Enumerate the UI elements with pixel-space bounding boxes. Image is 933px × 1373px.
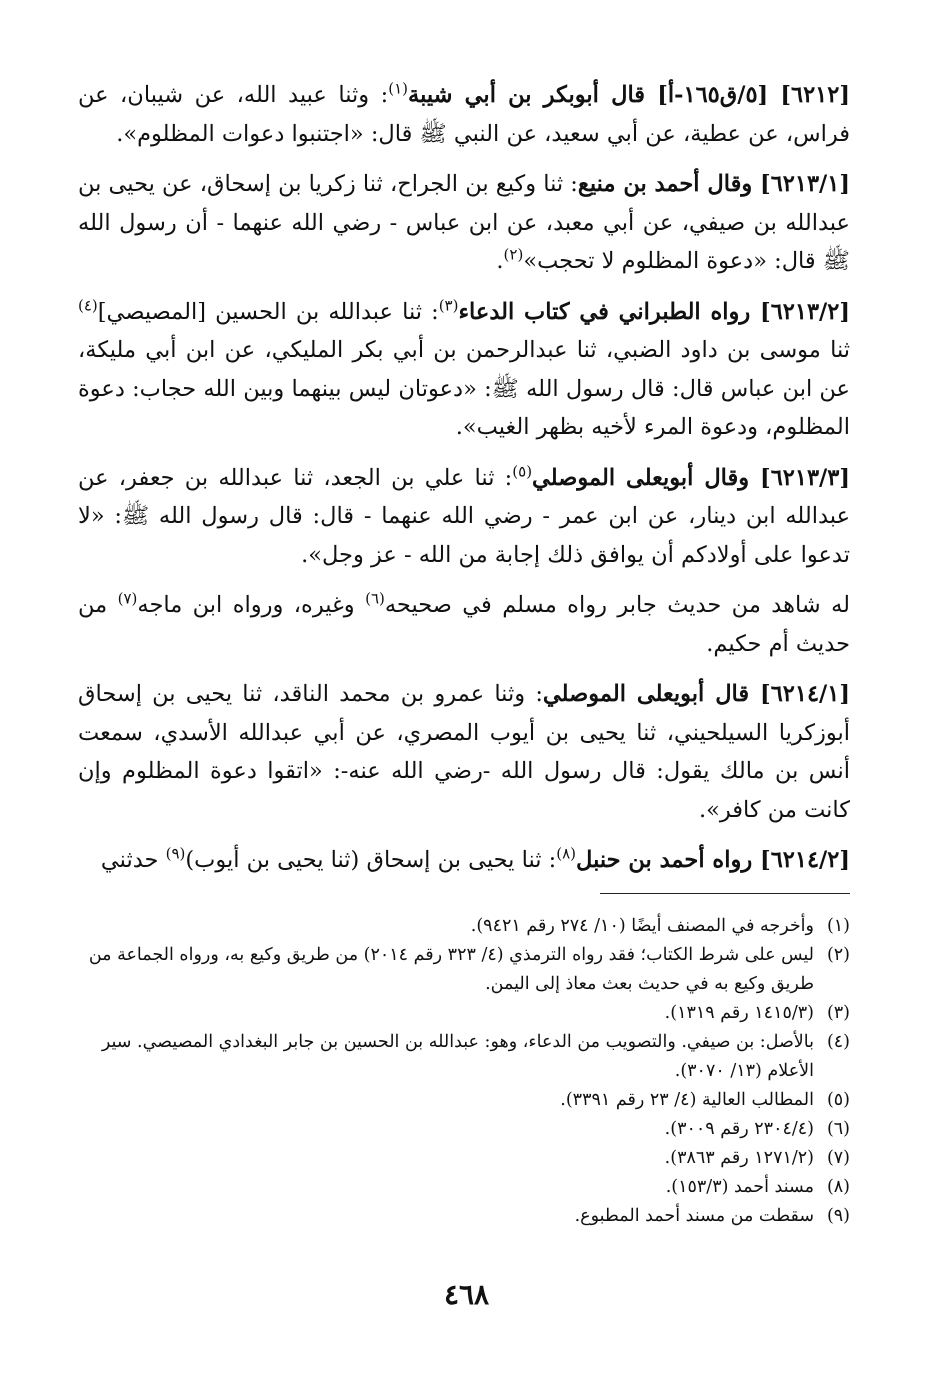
footnote-text: (١٤١٥/٣ رقم ١٣١٩). — [664, 1003, 814, 1023]
footnote-ref[interactable]: (٤) — [78, 296, 98, 314]
hadith-6212 — [78, 76, 850, 153]
footnote-number: (٧) — [826, 1148, 850, 1168]
hadith-heading: [٦٢١٣/٢] رواه الطبراني في كتاب الدعاء — [458, 298, 850, 325]
hadith-text: : ثنا وكيع بن الجراح، ثنا زكريا بن إسحاق، عن يحيى بن عبدالله بن صيفي، عن أبي معبد، عن ابن عباس - رضي الله عنهما - أن رسول الله ﷺ قال: «دعوة المظلوم لا تحجب» — [78, 171, 850, 274]
footnote — [78, 1028, 850, 1086]
hadith-text: : ثنا عبدالله بن الحسين [المصيصي] — [97, 298, 439, 325]
note-text: له شاهد من حديث جابر رواه مسلم في صحيحه — [384, 592, 850, 618]
footnote-text: سقطت من مسند أحمد المطبوع. — [574, 1206, 814, 1226]
footnote-text: المطالب العالية (٤/ ٢٣ رقم ٣٣٩١). — [560, 1090, 814, 1110]
footnote — [78, 1144, 850, 1173]
hadith-6213-2 — [78, 293, 850, 447]
footnote — [78, 1202, 850, 1231]
footnote-ref[interactable]: (٨) — [556, 844, 577, 863]
page-number: ٤٦٨ — [443, 1278, 490, 1311]
footnote — [78, 1173, 850, 1202]
hadith-text-tail: حدثني — [100, 847, 166, 873]
hadith-heading: [٦٢١٣/٣] وقال أبويعلى الموصلي — [532, 464, 850, 491]
footnote-text: وأخرجه في المصنف أيضًا (١٠/ ٢٧٤ رقم ٩٤٢١). — [470, 916, 814, 936]
footnote-ref[interactable]: (١) — [388, 79, 408, 98]
footnote-ref[interactable]: (٥) — [512, 462, 533, 480]
note-text-end: من حديث أم حكيم. — [78, 592, 850, 657]
footnote-ref[interactable]: (٩) — [165, 844, 186, 863]
hadith-6214-1 — [78, 675, 850, 829]
footnotes — [78, 912, 850, 1231]
footnote-ref[interactable]: (٣) — [438, 296, 459, 314]
hadith-text-tail: ثنا موسى بن داود الضبي، ثنا عبدالرحمن بن أبي بكر المليكي، عن ابن أبي مليكة، عن ابن عباس قال: قال رسول الله ﷺ: «دعوتان ليس بينهما وبين الله حجاب: دعوة المظلوم، ودعوة المرء لأخيه بظهر الغيب». — [78, 337, 850, 440]
note-text-middle: وغيره، ورواه ابن ماجه — [137, 592, 366, 618]
footnote-number: (٨) — [826, 1177, 850, 1197]
hadith-text: : ثنا يحيى بن إسحاق (ثنا يحيى بن أيوب) — [185, 847, 557, 873]
hadith-heading: [٦٢١٣/١] وقال أحمد بن منيع — [577, 171, 850, 197]
footnote-ref[interactable]: (٦) — [365, 589, 385, 608]
footnote-divider — [600, 893, 850, 894]
footnote-text: بالأصل: بن صيفي. والتصويب من الدعاء، وهو: عبدالله بن الحسين بن جابر البغدادي المصيصي. سير الأعلام (١٣/ ٣٠٧٠). — [101, 1032, 814, 1081]
shahid-note — [78, 586, 850, 663]
footnote-number: (٩) — [826, 1206, 850, 1226]
hadith-heading: [٦٢١٢] [٥/ق١٦٥-أ] قال أبوبكر بن أبي شيبة — [408, 82, 851, 108]
hadith-6214-2 — [78, 841, 850, 880]
hadith-text: : وثنا عبيد الله، عن شيبان، عن فراس، عن عطية، عن أبي سعيد، عن النبي ﷺ قال: «اجتنبوا دعوات المظلوم». — [78, 82, 850, 147]
footnote-text: مسند أحمد (١٥٣/٣). — [665, 1177, 814, 1197]
hadith-heading: [٦٢١٤/٢] رواه أحمد بن حنبل — [576, 847, 850, 873]
hadith-6213-1 — [78, 165, 850, 281]
footnote-number: (٣) — [826, 1003, 850, 1023]
hadith-text: : وثنا عمرو بن محمد الناقد، ثنا يحيى بن إسحاق أبوزكريا السيلحيني، ثنا يحيى بن أيوب المصري، عن أبي عبدالله الأسدي، سمعت أنس بن مالك يقول: قال رسول الله -رضي الله عنه-: «اتقوا دعوة المظلوم وإن كانت من كافر». — [78, 681, 850, 823]
footnote — [78, 912, 850, 941]
main-text — [78, 76, 850, 880]
footnote-number: (٢) — [826, 945, 850, 965]
footnote — [78, 999, 850, 1028]
footnote-ref[interactable]: (٧) — [117, 589, 138, 608]
footnote-number: (٤) — [826, 1032, 850, 1052]
footnote-number: (٥) — [826, 1090, 850, 1110]
hadith-heading: [٦٢١٤/١] قال أبويعلى الموصلي — [542, 681, 851, 707]
footnote-ref[interactable]: (٢) — [503, 245, 524, 264]
hadith-6213-3 — [78, 459, 850, 575]
footnote — [78, 1115, 850, 1144]
footnote — [78, 941, 850, 999]
footnote-text: ليس على شرط الكتاب؛ فقد رواه الترمذي (٤/ ٣٢٣ رقم ٢٠١٤) من طريق وكيع به، ورواه الجماعة من طريق وكيع به في حديث بعث معاذ إلى اليمن. — [88, 945, 814, 994]
footnote-text: (١٢٧١/٢ رقم ٣٨٦٣). — [664, 1148, 814, 1168]
footnote — [78, 1086, 850, 1115]
footnote-text: (٢٣٠٤/٤ رقم ٣٠٠٩). — [664, 1119, 814, 1139]
footnote-number: (١) — [826, 916, 850, 936]
hadith-text: : ثنا علي بن الجعد، ثنا عبدالله بن جعفر، عن عبدالله ابن دينار، عن ابن عمر - رضي الله عنهما - قال: قال رسول الله ﷺ: «لا تدعوا على أولادكم أن يوافق ذلك إجابة من الله - عز وجل». — [78, 464, 850, 568]
footnote-number: (٦) — [826, 1119, 850, 1139]
hadith-text-tail: . — [496, 248, 504, 274]
